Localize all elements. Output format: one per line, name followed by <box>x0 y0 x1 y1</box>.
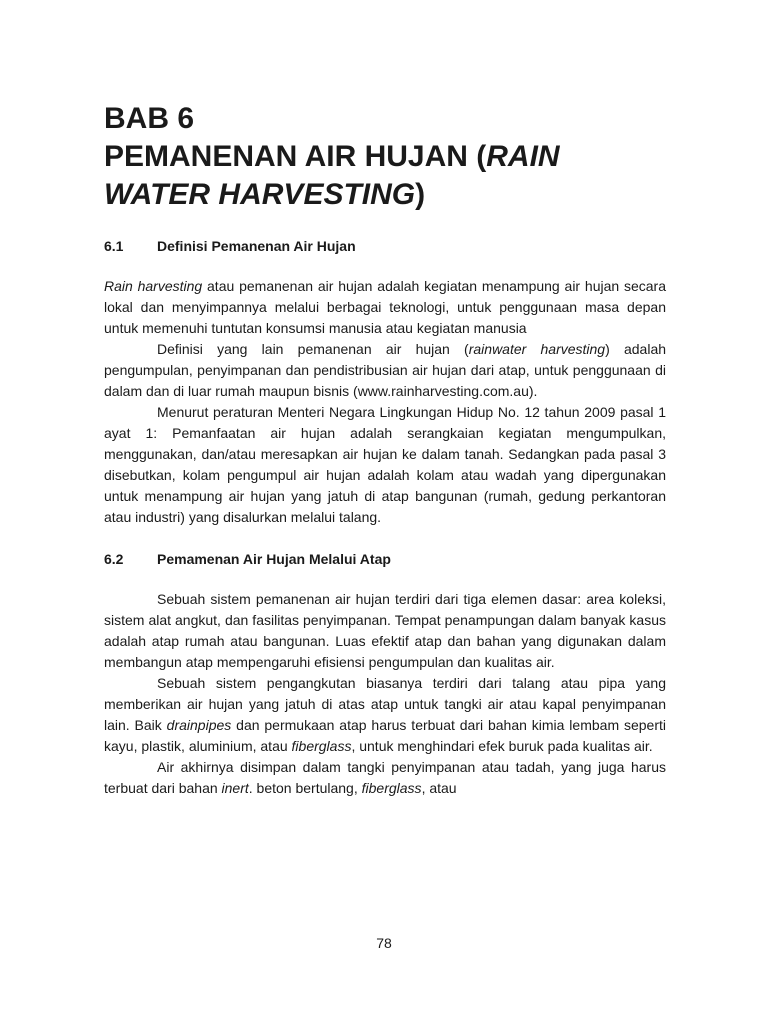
paragraph-definition: Rain harvesting atau pemanenan air hujan adalah kegiatan menampung air hujan secara lokal dan menyimpannya melalui berbagai teknologi, untuk penggunaan masa depan untuk memenuhi tuntutan konsumsi manusia atau kegiatan manusia <box>104 278 666 336</box>
chapter-title-line-1: PEMANENAN AIR HUJAN (RAIN <box>104 140 560 173</box>
chapter-title <box>104 100 666 214</box>
chapter-title-line-2: WATER HARVESTING) <box>104 178 426 211</box>
section-title: Pemamenan Air Hujan Melalui Atap <box>157 551 391 567</box>
section-number: 6.2 <box>104 551 124 567</box>
paragraph-regulation: Menurut peraturan Menteri Negara Lingkungan Hidup No. 12 tahun 2009 pasal 1 ayat 1: Pemanfaatan air hujan adalah serangkaian kegiatan mengumpulkan, menggunakan, dan/atau meresapkan air hujan ke dalam tanah. Sedangkan pada pasal 3 disebutkan, kolam pengumpul air hujan adalah kolam atau wadah yang dipergunakan untuk menampung air hujan yang jatuh di atap bangunan (rumah, gedung perkantoran atau industri) yang disalurkan melalui talang. <box>104 404 666 525</box>
paragraph-system-elements: Sebuah sistem pemanenan air hujan terdiri dari tiga elemen dasar: area koleksi, sistem alat angkut, dan fasilitas penyimpanan. Tempat penampungan dalam banyak kasus adalah atap rumah atau bangunan. Luas efektif atap dan bahan yang digunakan dalam membangun atap mempengaruhi efisiensi pengumpulan dan kualitas air. <box>104 591 666 670</box>
section-heading-6-2 <box>104 549 666 569</box>
page-number: 78 <box>376 935 392 951</box>
paragraph-storage: Air akhirnya disimpan dalam tangki penyimpanan atau tadah, yang juga harus terbuat dari bahan inert. beton bertulang, fiberglass, atau <box>104 759 666 796</box>
section-title: Definisi Pemanenan Air Hujan <box>157 238 356 254</box>
section-number: 6.1 <box>104 238 124 254</box>
section-heading-6-1 <box>104 236 666 256</box>
document-page <box>104 100 666 799</box>
paragraph-definition-2: Definisi yang lain pemanenan air hujan (rainwater harvesting) adalah pengumpulan, penyimpanan dan pendistribusian air hujan dari atap, untuk penggunaan di dalam dan di luar rumah maupun bisnis (www.rainharvesting.com.au). <box>104 341 667 399</box>
paragraph-transport-system: Sebuah sistem pengangkutan biasanya terdiri dari talang atau pipa yang memberikan air hujan yang jatuh di atas atap untuk tangki air atau kapal penyimpanan lain. Baik drainpipes dan permukaan atap harus terbuat dari bahan kimia lembam seperti kayu, plastik, aluminium, atau fiberglass, untuk menghindari efek buruk pada kualitas air. <box>104 675 666 754</box>
chapter-label: BAB 6 <box>104 102 195 135</box>
